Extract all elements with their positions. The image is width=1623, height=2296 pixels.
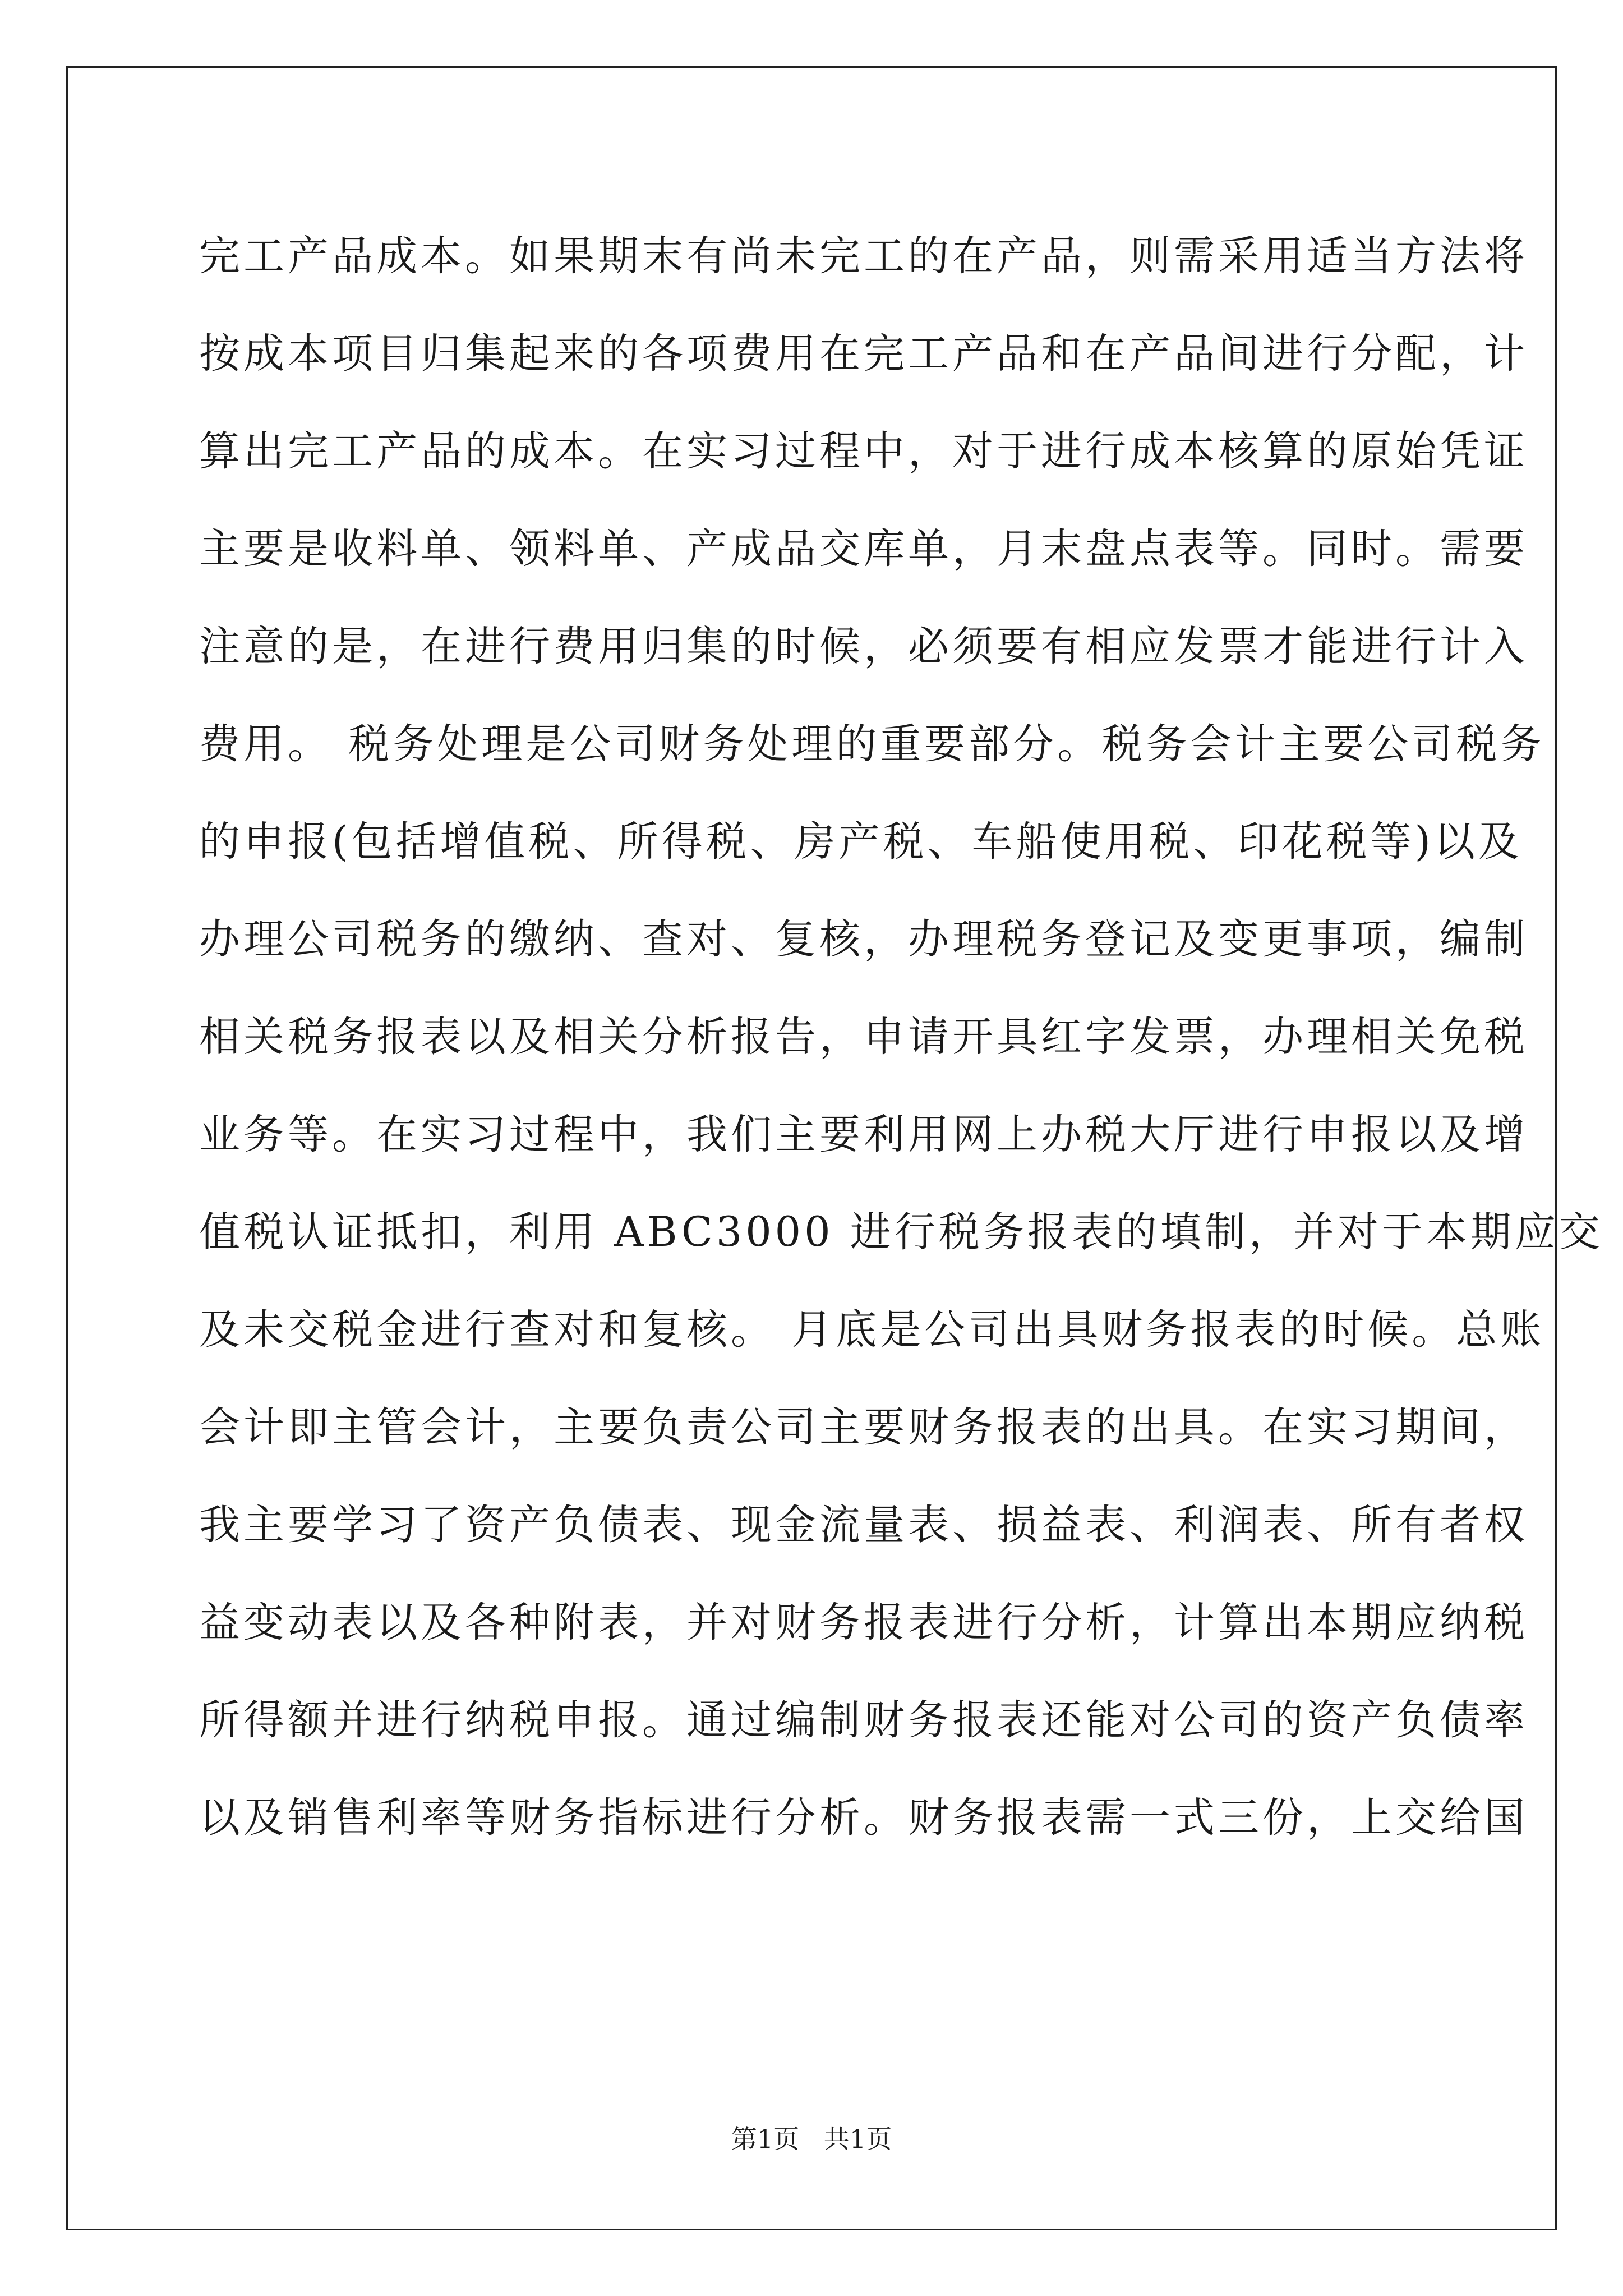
text-line: 相关税务报表以及相关分析报告，申请开具红字发票，办理相关免税 xyxy=(199,1013,1528,1061)
text-line: 按成本项目归集起来的各项费用在完工产品和在产品间进行分配，计 xyxy=(199,330,1528,378)
text-line: 值税认证抵扣，利用 ABC3000 进行税务报表的填制，并对于本期应交 xyxy=(199,1208,1603,1256)
text-line: 注意的是，在进行费用归集的时候，必须要有相应发票才能进行计入 xyxy=(199,623,1528,670)
text-line: 的申报(包括增值税、所得税、房产税、车船使用税、印花税等)以及 xyxy=(199,818,1523,866)
text-line: 所得额并进行纳税申报。通过编制财务报表还能对公司的资产负债率 xyxy=(199,1696,1528,1744)
text-line: 及未交税金进行查对和复核。 月底是公司出具财务报表的时候。总账 xyxy=(199,1306,1545,1354)
text-line: 以及销售利率等财务指标进行分析。财务报表需一式三份，上交给国 xyxy=(199,1794,1528,1842)
page-number-footer: 第1页 共1页 xyxy=(731,2124,892,2154)
document-body xyxy=(199,208,1603,1867)
text-line: 益变动表以及各种附表，并对财务报表进行分析，计算出本期应纳税 xyxy=(199,1599,1528,1646)
text-line: 完工产品成本。如果期末有尚未完工的在产品，则需采用适当方法将 xyxy=(199,232,1528,280)
text-line: 会计即主管会计，主要负责公司主要财务报表的出具。在实习期间， xyxy=(199,1404,1528,1451)
text-line: 办理公司税务的缴纳、查对、复核，办理税务登记及变更事项，编制 xyxy=(199,915,1528,963)
text-line: 我主要学习了资产负债表、现金流量表、损益表、利润表、所有者权 xyxy=(199,1501,1528,1549)
text-line: 主要是收料单、领料单、产成品交库单，月末盘点表等。同时。需要 xyxy=(199,525,1528,573)
text-line: 费用。 税务处理是公司财务处理的重要部分。税务会计主要公司税务 xyxy=(199,720,1545,768)
text-line: 算出完工产品的成本。在实习过程中，对于进行成本核算的原始凭证 xyxy=(199,427,1528,475)
text-line: 业务等。在实习过程中，我们主要利用网上办税大厅进行申报以及增 xyxy=(199,1111,1528,1158)
